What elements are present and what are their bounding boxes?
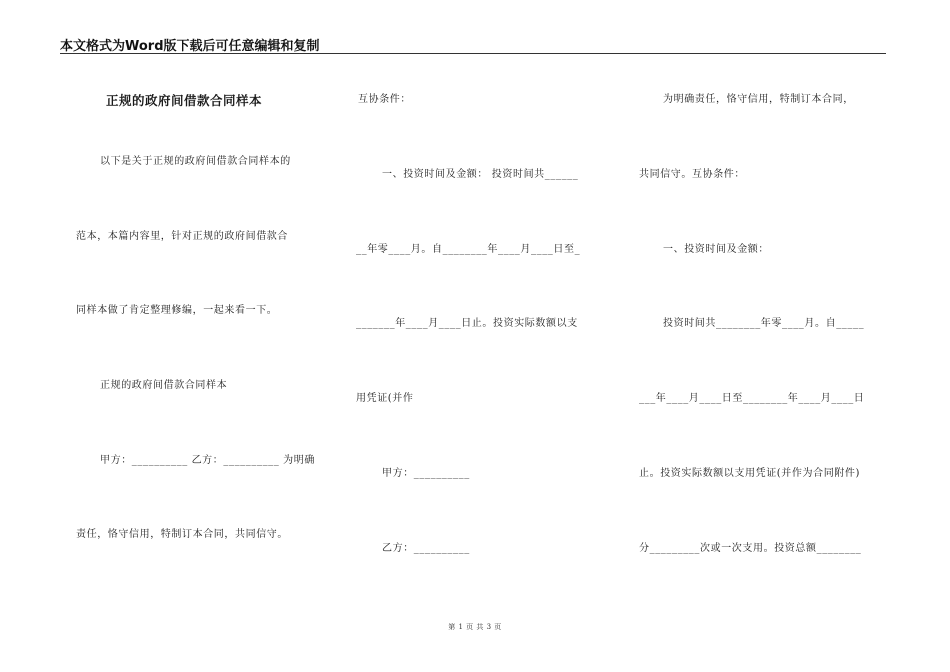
document-header: 本文格式为Word版下载后可任意编辑和复制 bbox=[60, 39, 320, 54]
paragraph-line: 同样本做了肯定整理修编，一起来看一下。 bbox=[76, 305, 278, 316]
paragraph-line: ___年____月____日至________年____月____日 bbox=[639, 393, 865, 404]
paragraph-line: 投资时间共________年零____月。自_____ bbox=[663, 318, 865, 329]
paragraph-line: 以下是关于正规的政府间借款合同样本的 bbox=[100, 156, 291, 167]
paragraph-line: 分_________次或一次支用。投资总额________ bbox=[639, 543, 862, 554]
paragraph-line: 乙方：__________ bbox=[382, 543, 470, 554]
text-column-2 bbox=[356, 0, 606, 672]
paragraph-line: 为明确责任，恪守信用，特制订本合同， bbox=[663, 94, 854, 105]
paragraph-line: 共同信守。互协条件： bbox=[639, 169, 745, 180]
paragraph-line: 一、投资时间及金额： bbox=[663, 244, 769, 255]
paragraph-line: 甲方：__________ bbox=[382, 468, 470, 479]
document-title: 正规的政府间借款合同样本 bbox=[106, 93, 263, 108]
text-column-1 bbox=[76, 0, 326, 672]
paragraph-line: 互协条件： bbox=[358, 94, 411, 105]
paragraph-line: 范本，本篇内容里，针对正规的政府间借款合 bbox=[76, 231, 288, 242]
text-column-3 bbox=[639, 0, 889, 672]
paragraph-line: 止。投资实际数额以支用凭证(并作为合同附件) bbox=[639, 468, 861, 479]
paragraph-line: 用凭证(并作 bbox=[356, 393, 414, 404]
paragraph-line: 正规的政府间借款合同样本 bbox=[100, 380, 228, 391]
paragraph-line: _______年____月____日止。投资实际数额以支 bbox=[356, 318, 578, 329]
paragraph-line: 一、投资时间及金额： 投资时间共______ bbox=[382, 169, 579, 180]
paragraph-line: 责任，恪守信用，特制订本合同，共同信守。 bbox=[76, 529, 288, 540]
paragraph-line: 甲方：__________ 乙方：__________ 为明确 bbox=[100, 455, 315, 466]
page-number: 第 1 页 共 3 页 bbox=[448, 623, 502, 631]
paragraph-line: __年零____月。自________年____月____日至_ bbox=[356, 244, 581, 255]
